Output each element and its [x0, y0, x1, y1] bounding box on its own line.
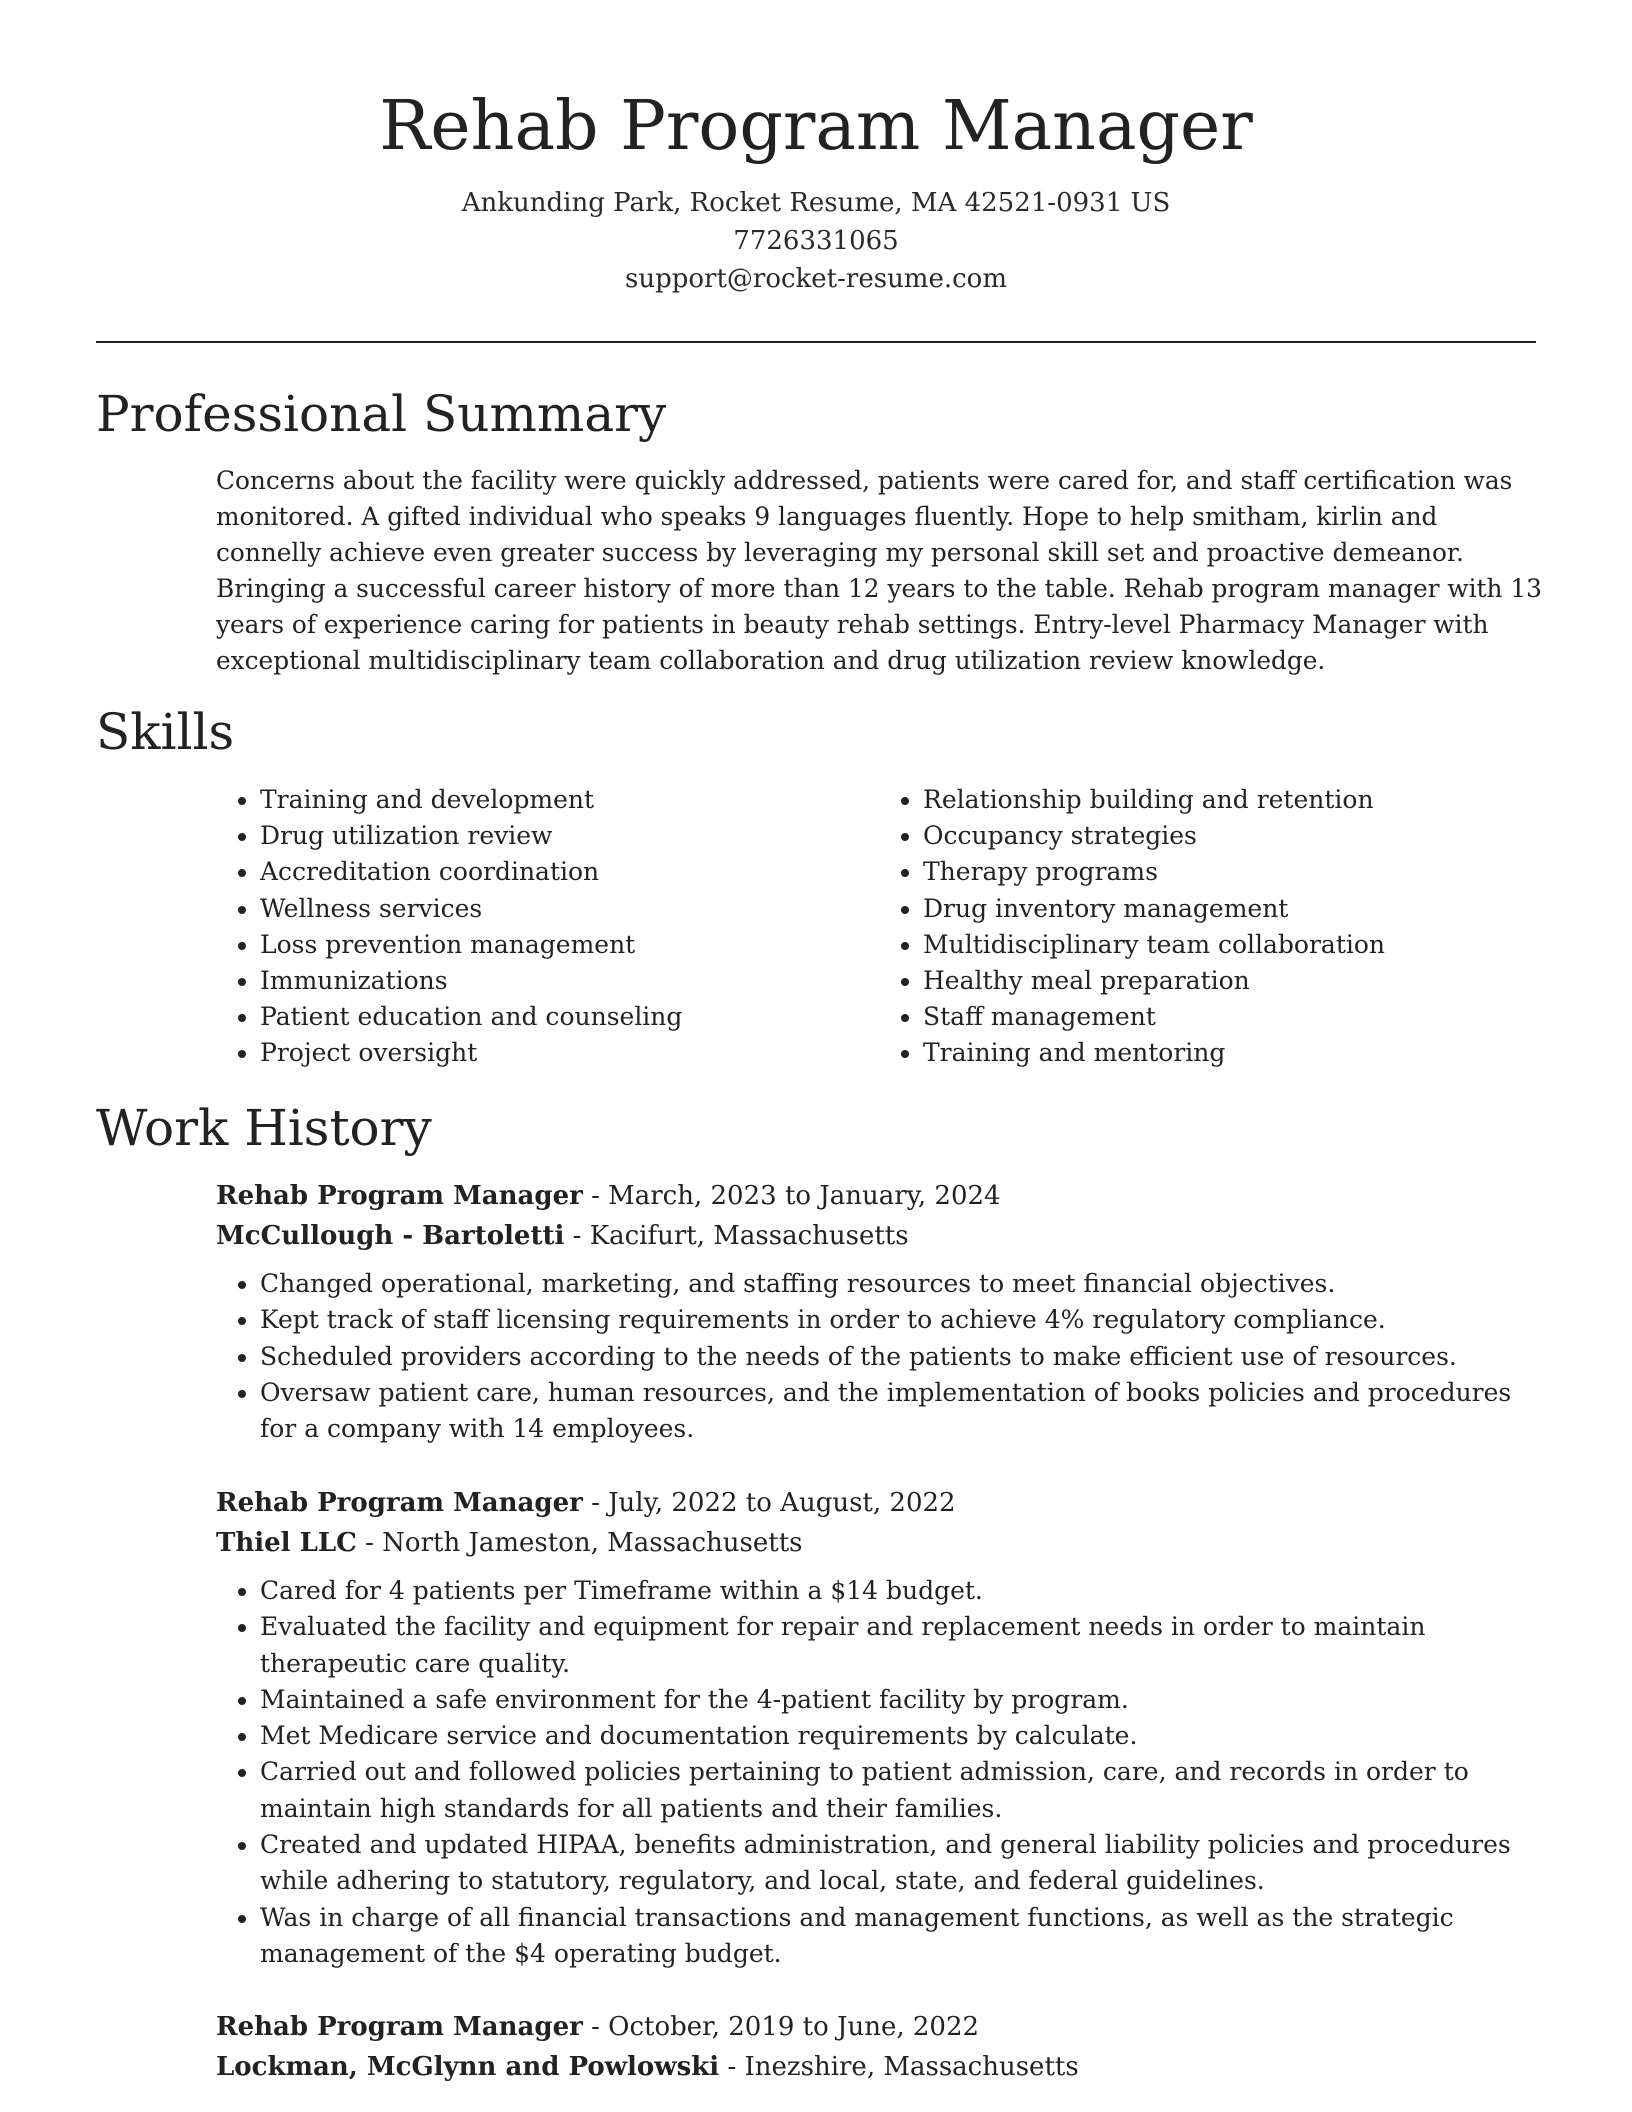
job-bullet: • Changed operational, marketing, and staffing resources to meet financial objectives.: [260, 1266, 1542, 1302]
skill-item: • Patient education and counseling: [260, 999, 879, 1035]
job-role: Rehab Program Manager: [216, 1488, 583, 1518]
job-bullet: • Was in charge of all financial transactions and management functions, as well as the strategic management of the $4 operating budget.: [260, 1900, 1542, 1973]
skill-item: • Project oversight: [260, 1035, 879, 1071]
skills-columns: [216, 782, 1542, 1072]
job-bullet: • Created and updated HIPAA, benefits administration, and general liability policies and procedures while adhering to statutory, regulatory, and local, state, and federal guidelines.: [260, 1827, 1542, 1900]
skill-item: • Multidisciplinary team collaboration: [923, 927, 1542, 963]
job-location: - North Jameston, Massachusetts: [365, 1528, 803, 1558]
job-entry: [216, 1483, 1542, 1972]
skill-item: • Training and mentoring: [923, 1035, 1542, 1071]
work-history-heading: Work History: [96, 1099, 432, 1157]
job-bullet: • Maintained a safe environment for the 4-patient facility by program.: [260, 1682, 1542, 1718]
skill-item: • Drug utilization review: [260, 818, 879, 854]
job-bullet: • Oversaw patient care, human resources, and the implementation of books policies and procedures for a company with 14 employees.: [260, 1375, 1542, 1448]
job-dates: - July, 2022 to August, 2022: [591, 1488, 956, 1518]
job-company-line: [216, 1523, 1542, 1563]
job-bullet: • Scheduled providers according to the needs of the patients to make efficient use of resources.: [260, 1339, 1542, 1375]
skills-heading: Skills: [96, 703, 235, 761]
contact-email: support@rocket-resume.com: [624, 264, 1007, 294]
job-bullet: • Met Medicare service and documentation requirements by calculate.: [260, 1718, 1542, 1754]
job-bullet: • Cared for 4 patients per Timeframe within a $14 budget.: [260, 1573, 1542, 1609]
skills-list-right: [879, 782, 1542, 1072]
skill-item: • Healthy meal preparation: [923, 963, 1542, 999]
job-entry: [216, 2007, 1542, 2087]
job-bullet: • Evaluated the facility and equipment for repair and replacement needs in order to maintain therapeutic care quality.: [260, 1609, 1542, 1682]
job-role: Rehab Program Manager: [216, 1181, 583, 1211]
job-dates: - October, 2019 to June, 2022: [591, 2012, 980, 2042]
job-company: Lockman, McGlynn and Powlowski: [216, 2052, 720, 2082]
summary-heading: Professional Summary: [96, 385, 667, 443]
job-company-line: [216, 1216, 1542, 1256]
contact-phone: 7726331065: [733, 226, 899, 256]
job-bullets: [216, 1266, 1542, 1447]
skill-item: • Relationship building and retention: [923, 782, 1542, 818]
job-role: Rehab Program Manager: [216, 2012, 583, 2042]
header-divider: [96, 341, 1536, 343]
job-company: Thiel LLC: [216, 1528, 357, 1558]
skills-list-left: [216, 782, 879, 1072]
job-title-line: [216, 1176, 1542, 1216]
skill-item: • Drug inventory management: [923, 891, 1542, 927]
skill-item: • Loss prevention management: [260, 927, 879, 963]
candidate-name: Rehab Program Manager: [379, 87, 1253, 166]
skill-item: • Training and development: [260, 782, 879, 818]
job-title-line: [216, 1483, 1542, 1523]
job-bullets: [216, 1573, 1542, 1972]
job-title-line: [216, 2007, 1542, 2047]
skill-item: • Immunizations: [260, 963, 879, 999]
resume-header: [0, 80, 1632, 298]
skill-item: • Occupancy strategies: [923, 818, 1542, 854]
job-dates: - March, 2023 to January, 2024: [591, 1181, 1001, 1211]
job-company: McCullough - Bartoletti: [216, 1221, 565, 1251]
job-entry: [216, 1176, 1542, 1447]
job-company-line: [216, 2047, 1542, 2087]
skill-item: • Therapy programs: [923, 854, 1542, 890]
contact-address: Ankunding Park, Rocket Resume, MA 42521-0931 US: [461, 188, 1171, 218]
job-bullet: • Carried out and followed policies pertaining to patient admission, care, and records in order to maintain high standards for all patients and their families.: [260, 1754, 1542, 1827]
summary-text: Concerns about the facility were quickly addressed, patients were cared for, and staff certification was monitored. A gifted individual who speaks 9 languages fluently. Hope to help smitham, kirlin and connelly achieve even greater success by leveraging my personal skill set and proactive demeanor. Bringing a successful career history of more than 12 years to the table. Rehab program manager with 13 years of experience caring for patients in beauty rehab settings. Entry-level Pharmacy Manager with exceptional multidisciplinary team collaboration and drug utilization review knowledge.: [216, 466, 1542, 675]
skill-item: • Accreditation coordination: [260, 854, 879, 890]
skill-item: • Staff management: [923, 999, 1542, 1035]
skill-item: • Wellness services: [260, 891, 879, 927]
job-bullet: • Kept track of staff licensing requirements in order to achieve 4% regulatory compliance.: [260, 1302, 1542, 1338]
job-location: - Kacifurt, Massachusetts: [572, 1221, 909, 1251]
job-location: - Inezshire, Massachusetts: [727, 2052, 1079, 2082]
